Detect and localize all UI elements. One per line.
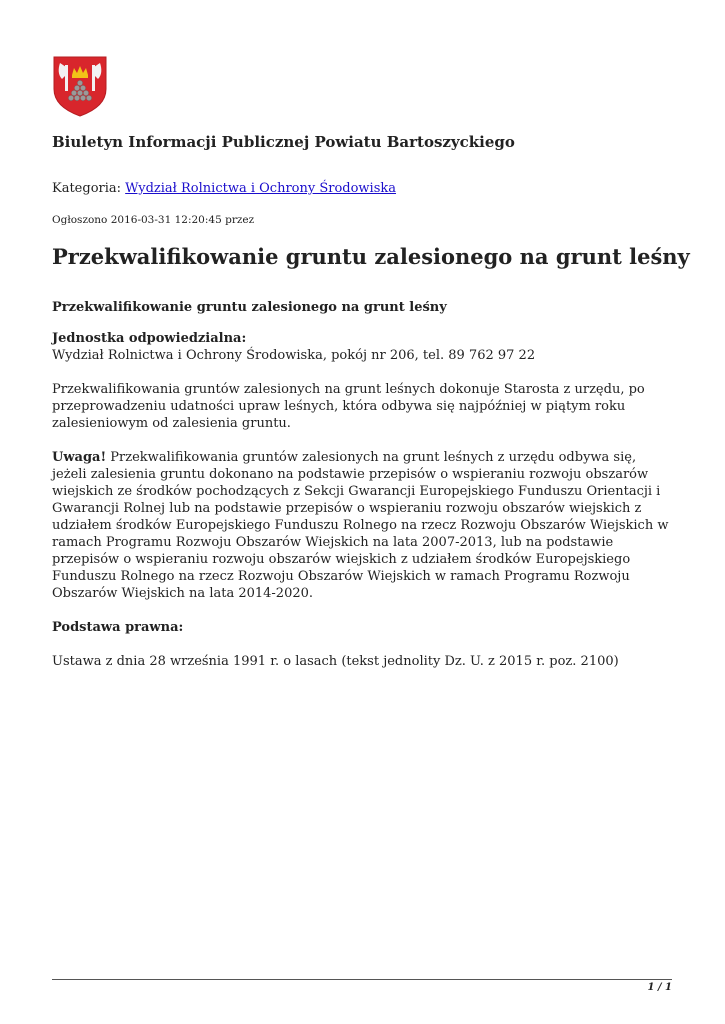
category-label: Kategoria: [52, 181, 122, 196]
site-title: Biuletyn Informacji Publicznej Powiatu Bartoszyckiego [52, 133, 515, 151]
note-label: Uwaga! [52, 450, 107, 465]
category-line [52, 181, 396, 196]
page-number: 1 / 1 [647, 982, 672, 993]
article-subheading: Przekwalifikowanie gruntu zalesionego na grunt leśny [52, 300, 447, 315]
responsible-unit-value: Wydział Rolnictwa i Ochrony Środowiska, pokój nr 206, tel. 89 762 97 22 [52, 348, 536, 363]
legal-basis-label: Podstawa prawna: [52, 620, 184, 635]
footer-divider [52, 979, 672, 980]
article-paragraph: Przekwalifikowania gruntów zalesionych na grunt leśnych dokonuje Starosta z urzędu, po przeprowadzeniu udatności upraw leśnych, która odbywa się najpóźniej w piątym roku zalesieniowym od zalesienia gruntu. [52, 382, 645, 431]
note-paragraph [52, 449, 674, 602]
responsible-unit-label: Jednostka odpowiedzialna: [52, 331, 247, 346]
legal-basis-text: Ustawa z dnia 28 września 1991 r. o lasach (tekst jednolity Dz. U. z 2015 r. poz. 2100) [52, 654, 619, 669]
page-title: Przekwalifikowanie gruntu zalesionego na grunt leśny [52, 244, 690, 269]
responsible-unit [52, 330, 674, 364]
category-link[interactable]: Wydział Rolnictwa i Ochrony Środowiska [125, 181, 397, 196]
article-content [52, 299, 674, 687]
note-text: Przekwalifikowania gruntów zalesionych na grunt leśnych z urzędu odbywa się, jeżeli zalesienia gruntu dokonano na podstawie przepisów o wspieraniu rozwoju obszarów wiejskich ze środków pochodzących z Sekcji Gwarancji Europejskiego Funduszu Orientacji i Gwarancji Rolnej lub na podstawie przepisów o wspieraniu rozwoju obszarów wiejskich z udziałem środków Europejskiego Funduszu Rolnego na rzecz Rozwoju Obszarów Wiejskich w ramach Programu Rozwoju Obszarów Wiejskich na lata 2007-2013, lub na podstawie przepisów o wspieraniu rozwoju obszarów wiejskich z udziałem środków Europejskiego Funduszu Rolnego na rzecz Rozwoju Obszarów Wiejskich w ramach Programu Rozwoju Obszarów Wiejskich na lata 2014-2020. [52, 450, 669, 601]
coat-of-arms-icon [52, 55, 108, 117]
posted-date: Ogłoszono 2016-03-31 12:20:45 przez [52, 214, 255, 226]
